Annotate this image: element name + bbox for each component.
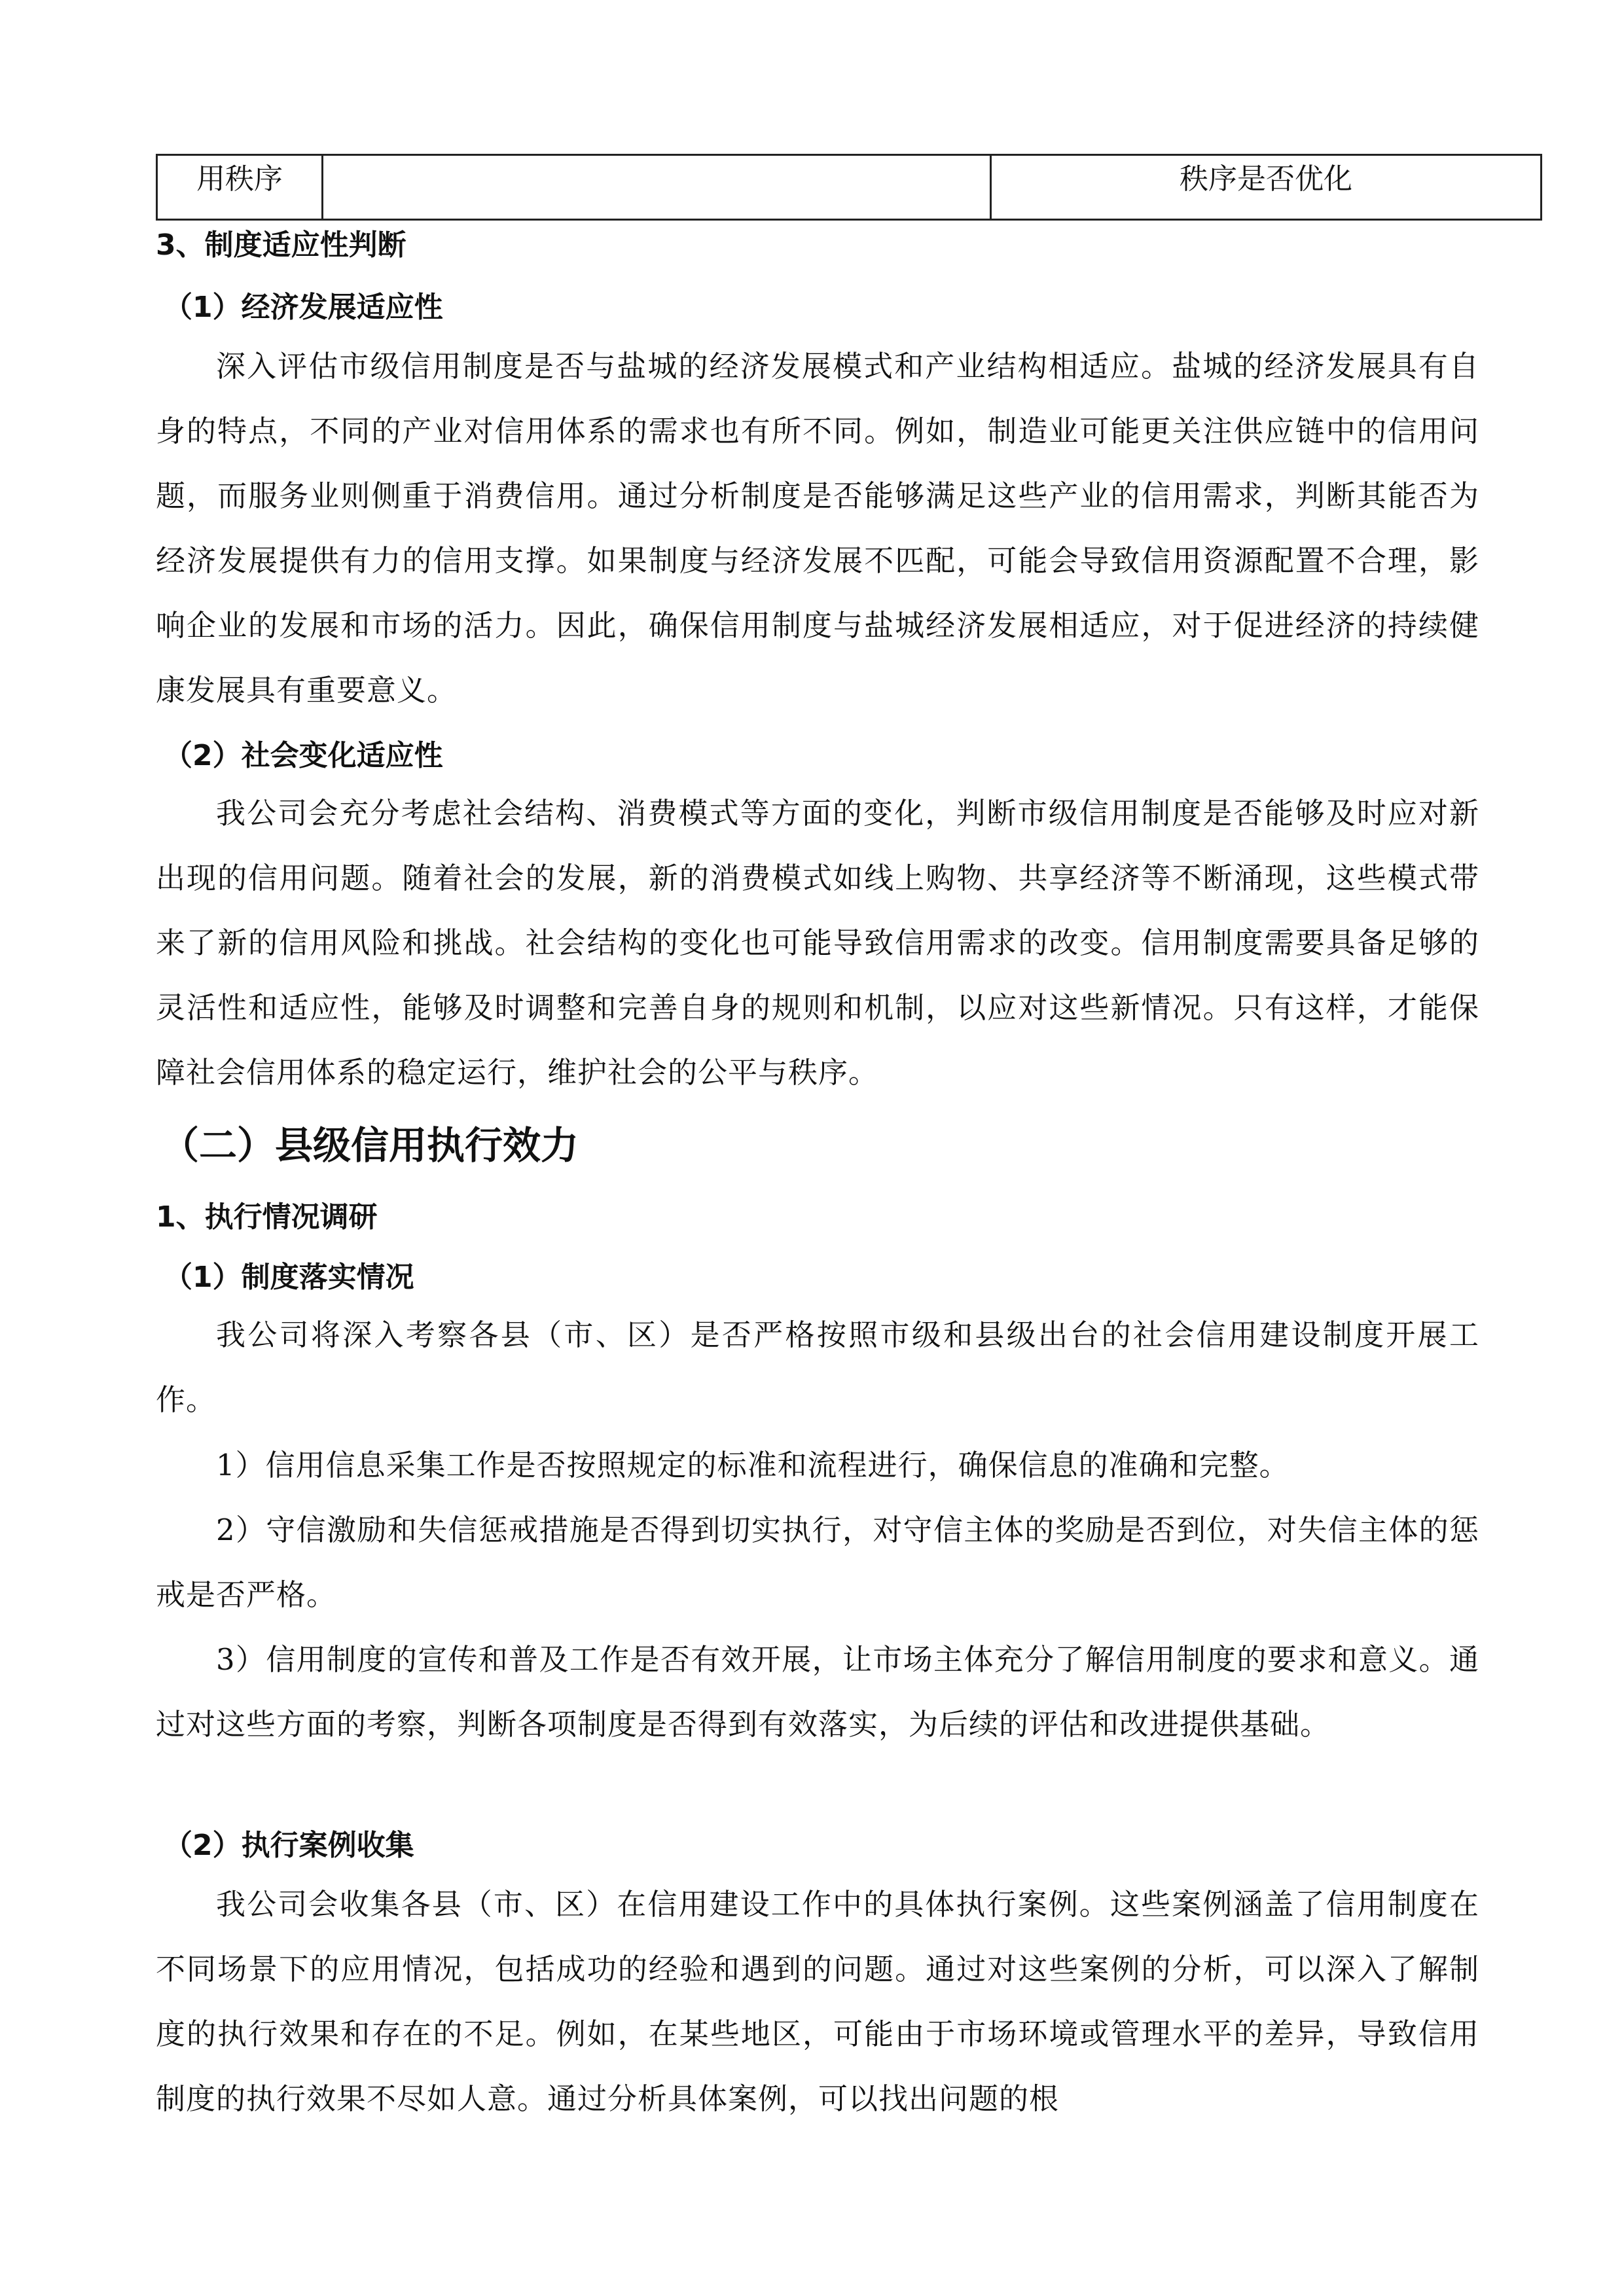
paragraph: 深入评估市级信用制度是否与盐城的经济发展模式和产业结构相适应。盐城的经济发展具有自身的特点，不同的产业对信用体系的需求也有所不同。例如，制造业可能更关注供应链中的信用问题，而服务业则侧重于消费信用。通过分析制度是否能够满足这些产业的信用需求，判断其能否为经济发展提供有力的信用支撑。如果制度与经济发展不匹配，可能会导致信用资源配置不合理，影响企业的发展和市场的活力。因此，确保信用制度与盐城经济发展相适应，对于促进经济的持续健康发展具有重要意义。	[156, 349, 1479, 708]
list-item: 2）守信激励和失信惩戒措施是否得到切实执行，对守信主体的奖励是否到位，对失信主体的惩戒是否严格。	[156, 1513, 1479, 1612]
table-cell	[323, 155, 991, 220]
paragraph: 我公司将深入考察各县（市、区）是否严格按照市级和县级出台的社会信用建设制度开展工作。	[156, 1318, 1479, 1417]
part-heading: （二）县级信用执行效力	[161, 1123, 579, 1168]
table-cell: 秩序是否优化	[991, 155, 1542, 220]
subsection-heading: （2）社会变化适应性	[164, 739, 443, 772]
section-heading: 3、制度适应性判断	[156, 228, 406, 262]
subsection-heading: （2）执行案例收集	[164, 1829, 414, 1862]
paragraph: 我公司会收集各县（市、区）在信用建设工作中的具体执行案例。这些案例涵盖了信用制度在不同场景下的应用情况，包括成功的经验和遇到的问题。通过对这些案例的分析，可以深入了解制度的执行效果和存在的不足。例如，在某些地区，可能由于市场环境或管理水平的差异，导致信用制度的执行效果不尽如人意。通过分析具体案例，可以找出问题的根	[156, 1887, 1479, 2116]
table-row	[157, 155, 1542, 220]
list-item: 1）信用信息采集工作是否按照规定的标准和流程进行，确保信息的准确和完整。	[216, 1448, 1290, 1482]
table-cell: 用秩序	[157, 155, 323, 220]
subsection-heading: （1）经济发展适应性	[164, 291, 443, 324]
list-item: 3）信用制度的宣传和普及工作是否有效开展，让市场主体充分了解信用制度的要求和意义。通过对这些方面的考察，判断各项制度是否得到有效落实，为后续的评估和改进提供基础。	[156, 1642, 1479, 1742]
table-fragment	[156, 154, 1542, 221]
subsection-heading: （1）制度落实情况	[164, 1261, 414, 1294]
paragraph: 我公司会充分考虑社会结构、消费模式等方面的变化，判断市级信用制度是否能够及时应对新出现的信用问题。随着社会的发展，新的消费模式如线上购物、共享经济等不断涌现，这些模式带来了新的信用风险和挑战。社会结构的变化也可能导致信用需求的改变。信用制度需要具备足够的灵活性和适应性，能够及时调整和完善自身的规则和机制，以应对这些新情况。只有这样，才能保障社会信用体系的稳定运行，维护社会的公平与秩序。	[156, 796, 1479, 1090]
section-heading: 1、执行情况调研	[156, 1200, 378, 1234]
